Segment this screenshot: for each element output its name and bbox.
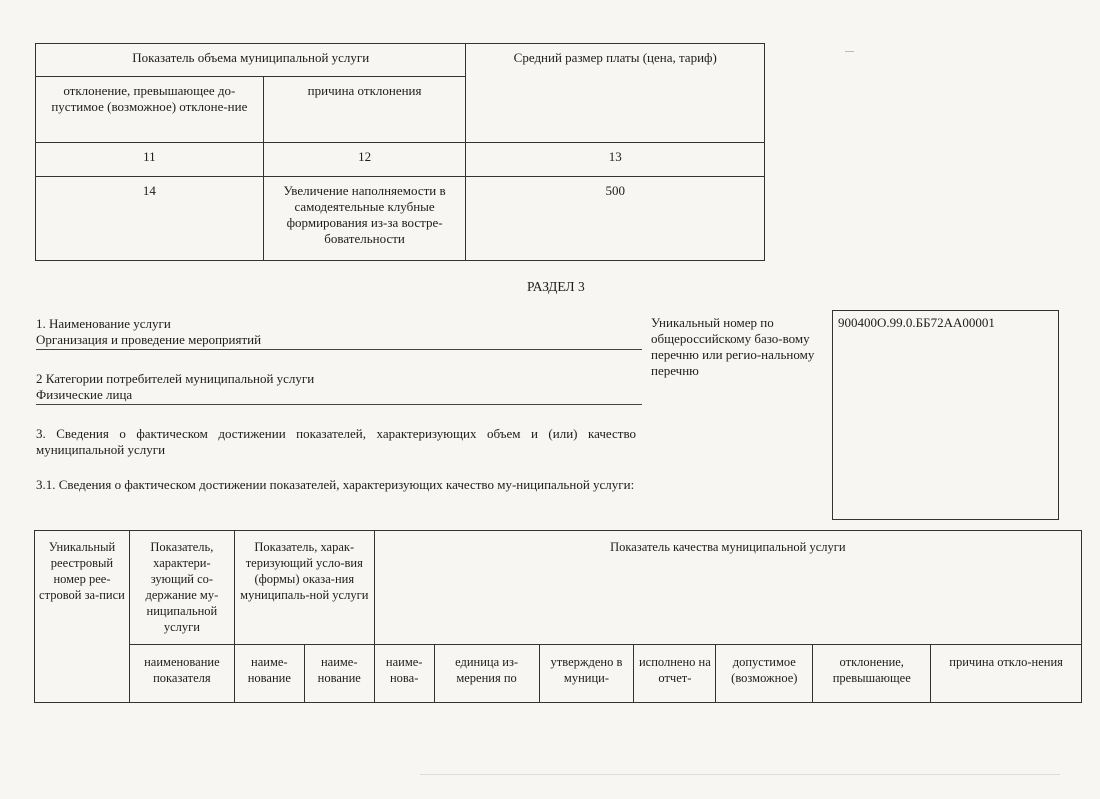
subheader-deviation: отклонение, превышающее [813,645,931,703]
header-deviation-reason: причина отклонения [263,77,466,143]
actual-indicators-heading: 3. Сведения о фактическом достижении показателей, характеризующих объем и (или) качество муниципальной услуги [36,426,636,457]
subheader-approved: утверждено в муници- [539,645,634,703]
header-quality-indicator: Показатель качества муниципальной услуги [374,531,1081,645]
subheader-name-2: наиме-нование [304,645,374,703]
quality-table [34,530,1082,703]
subheader-unit: единица из-мерения по [434,645,539,703]
unique-number-value: 900400О.99.0.ББ72АА00001 [838,315,995,330]
header-volume-indicator: Показатель объема муниципальной услуги [36,44,466,77]
header-average-price: Средний размер платы (цена, тариф) [466,44,765,143]
subheader-fulfilled: исполнено на отчет- [634,645,716,703]
service-name-block [36,316,642,350]
consumer-category-block [36,371,642,405]
service-name-label: 1. Наименование услуги [36,316,171,331]
subheader-name-1: наиме-нование [234,645,304,703]
service-name-value: Организация и проведение мероприятий [36,332,262,347]
unique-number-box [832,310,1059,520]
unique-number-label: Уникальный номер по общероссийскому базо-вому перечню или регио-нальному перечню [651,315,815,378]
value-deviation: 14 [36,177,264,261]
consumer-category-label: 2 Категории потребителей муниципальной услуги [36,371,315,386]
volume-table [35,43,765,261]
header-registry-number: Уникальный реестровый номер рее-стровой за-писи [35,531,130,703]
subheader-allowed: допустимое (возможное) [716,645,813,703]
value-deviation-reason: Увеличение наполняемости в самодеятельные клубные формирования из-за востре-бовательности [263,177,466,261]
subheader-name-3: наиме-нова- [374,645,434,703]
column-number-13: 13 [466,143,765,177]
header-conditions-indicator: Показатель, харак-теризующий усло-вия (формы) оказа-ния муниципаль-ной услуги [234,531,374,645]
scan-speck [845,51,854,52]
column-number-11: 11 [36,143,264,177]
value-average-price: 500 [466,177,765,261]
header-deviation: отклонение, превышающее до-пустимое (возможное) отклоне-ние [36,77,264,143]
column-number-12: 12 [263,143,466,177]
subheader-reason: причина откло-нения [931,645,1082,703]
header-content-indicator: Показатель, характери-зующий со-держание му-ниципальной услуги [129,531,234,645]
section-title: РАЗДЕЛ 3 [527,279,585,294]
consumer-category-value: Физические лица [36,387,133,402]
scan-speck [420,774,1060,775]
quality-indicators-heading: 3.1. Сведения о фактическом достижении показателей, характеризующих качество му-ниципальной услуги: [36,477,635,492]
subheader-indicator-name: наименование показателя [129,645,234,703]
